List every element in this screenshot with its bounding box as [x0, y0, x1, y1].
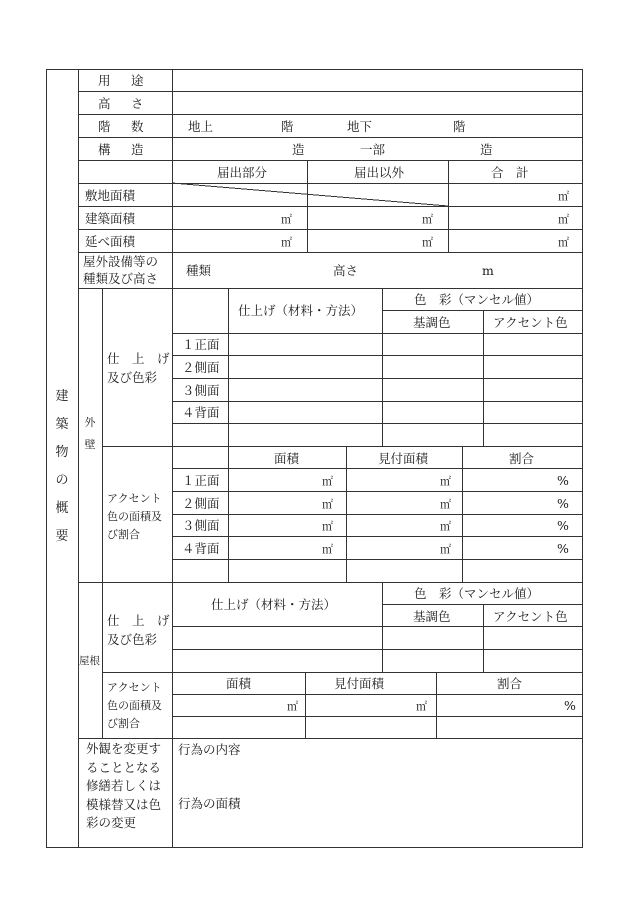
unit-site-total: ㎡ — [558, 190, 569, 203]
structure-zou-2: 造 — [480, 142, 493, 157]
wall-accent-color: アクセント色 — [493, 315, 568, 330]
unit-m2: ㎡ — [322, 475, 333, 488]
roof-ratio-header: 割合 — [497, 676, 523, 691]
outdoor-height: 高さ — [333, 263, 359, 278]
structure-zou-1: 造 — [292, 142, 305, 157]
floors-kai-2: 階 — [453, 119, 466, 134]
wall-accent-face-back: ４背面 — [182, 541, 220, 556]
wall-face-back: ４背面 — [182, 405, 220, 420]
label-purpose: 用 途 — [98, 73, 148, 88]
alteration-area-label: 行為の面積 — [178, 796, 241, 811]
unit-percent: % — [557, 473, 569, 488]
unit-floor-total: ㎡ — [558, 236, 569, 249]
wall-accent-face-side-2: ２側面 — [182, 496, 220, 511]
wall-ratio-header: 割合 — [509, 451, 535, 466]
unit-percent: % — [557, 541, 569, 556]
label-floor-area: 延べ面積 — [85, 234, 136, 249]
label-building-area: 建築面積 — [85, 211, 136, 226]
unit-m2: ㎡ — [416, 700, 427, 713]
title-char: 築 — [55, 417, 69, 432]
title-char: 外 — [84, 416, 96, 429]
wall-area-header: 面積 — [274, 451, 300, 466]
section-title-roof: 屋根 — [79, 655, 100, 667]
wall-face-side-2: ２側面 — [182, 360, 220, 375]
wall-face-side-3: ３側面 — [182, 383, 220, 398]
floors-basement: 地下 — [347, 119, 373, 134]
col-header-other: 届出以外 — [354, 165, 405, 180]
roof-base-color: 基調色 — [413, 609, 451, 624]
unit-m2: ㎡ — [322, 498, 333, 511]
wall-finish-header: 仕上げ（材料・方法） — [238, 303, 364, 318]
unit-percent: % — [564, 698, 576, 713]
title-char: 概 — [55, 501, 69, 516]
col-header-total: 合 計 — [491, 165, 529, 180]
unit-m2: ㎡ — [440, 475, 451, 488]
label-structure: 構 造 — [98, 142, 148, 157]
section-title-exterior-wall — [82, 412, 98, 456]
roof-finish-header: 仕上げ（材料・方法） — [211, 597, 337, 612]
label-site-area: 敷地面積 — [85, 188, 136, 203]
wall-face-front: １正面 — [182, 337, 220, 352]
unit-percent: % — [557, 496, 569, 511]
roof-color-header: 色 彩（マンセル値） — [414, 586, 540, 601]
unit-building-reported: ㎡ — [281, 213, 292, 226]
col-header-reported: 届出部分 — [217, 165, 268, 180]
unit-m2: ㎡ — [440, 543, 451, 556]
title-char: の — [55, 473, 69, 488]
roof-accent-label: アクセント 色の面積及 び割合 — [107, 681, 162, 730]
wall-accent-face-front: １正面 — [182, 473, 220, 488]
wall-base-color: 基調色 — [413, 315, 451, 330]
roof-visible-area-header: 見付面積 — [334, 676, 385, 691]
unit-m2: ㎡ — [440, 498, 451, 511]
title-char: 物 — [55, 445, 69, 460]
unit-floor-reported: ㎡ — [281, 236, 292, 249]
alteration-label: 外観を変更す ることとなる 修繕若しくは 模様替又は色 彩の変更 — [86, 741, 162, 830]
floors-kai-1: 階 — [281, 119, 294, 134]
roof-finish-color-label: 仕 上 げ 及び色彩 — [107, 613, 170, 647]
structure-part: 一部 — [360, 142, 386, 157]
wall-color-header: 色 彩（マンセル値） — [414, 292, 540, 307]
label-height: 高 さ — [98, 96, 148, 111]
unit-m2: ㎡ — [322, 520, 333, 533]
wall-accent-face-side-3: ３側面 — [182, 518, 220, 533]
outdoor-type: 種類 — [186, 263, 212, 278]
unit-m2: ㎡ — [440, 520, 451, 533]
label-outdoor-equipment: 屋外設備等の 種類及び高さ — [83, 254, 159, 286]
unit-m2: ㎡ — [287, 700, 298, 713]
wall-accent-label: アクセント 色の面積及 び割合 — [107, 492, 162, 541]
label-floors: 階 数 — [98, 119, 148, 134]
unit-m2: ㎡ — [322, 543, 333, 556]
unit-percent: % — [557, 518, 569, 533]
unit-building-other: ㎡ — [422, 213, 433, 226]
roof-area-header: 面積 — [226, 676, 252, 691]
alteration-content-label: 行為の内容 — [178, 742, 241, 757]
unit-floor-other: ㎡ — [422, 236, 433, 249]
floors-ground: 地上 — [188, 119, 214, 134]
wall-finish-color-label: 仕 上 げ 及び色彩 — [107, 351, 170, 385]
title-char: 建 — [55, 389, 69, 404]
title-char: 壁 — [84, 438, 96, 451]
unit-building-total: ㎡ — [558, 213, 569, 226]
wall-visible-area-header: 見付面積 — [378, 451, 429, 466]
roof-accent-color: アクセント色 — [493, 609, 568, 624]
section-title-building-overview — [54, 383, 70, 551]
title-char: 要 — [55, 529, 69, 544]
outdoor-unit: m — [482, 263, 494, 278]
